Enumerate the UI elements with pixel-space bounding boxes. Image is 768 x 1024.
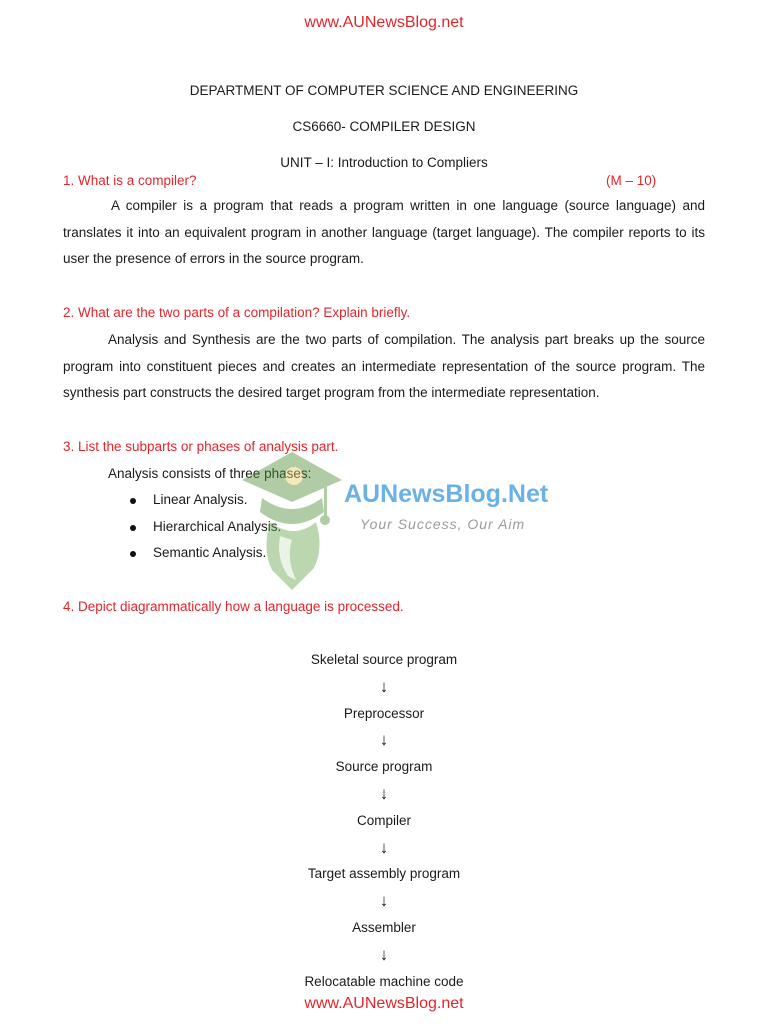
answer-2: Analysis and Synthesis are the two parts of compilation. The analysis part breaks up the source program into constituent pieces and creates an intermediate representation of the source program. The synthesis part constructs the desired target program from the intermediate representation. (63, 332, 705, 400)
down-arrow-icon: ↓ (379, 730, 389, 750)
question-1-marks: (M – 10) (606, 173, 657, 188)
flow-step: Relocatable machine code (304, 973, 464, 989)
question-2: 2. What are the two parts of a compilation? Explain briefly. (63, 305, 411, 320)
watermark (232, 440, 592, 600)
flow-step: Compiler (356, 812, 411, 828)
down-arrow-icon: ↓ (379, 783, 389, 803)
flow-step: Preprocessor (343, 705, 425, 721)
header-site-link[interactable]: www.AUNewsBlog.net (304, 14, 464, 31)
down-arrow-icon: ↓ (379, 837, 389, 857)
down-arrow-icon: ↓ (379, 891, 389, 911)
flow-step: Source program (335, 759, 433, 775)
question-4: 4. Depict diagrammatically how a language is processed. (63, 599, 404, 614)
unit-heading: UNIT – I: Introduction to Compliers (280, 155, 488, 170)
watermark-title: AUNewsBlog.Net (344, 480, 549, 508)
footer-site-link[interactable]: www.AUNewsBlog.net (304, 995, 464, 1012)
down-arrow-icon: ↓ (379, 676, 389, 696)
department-heading: DEPARTMENT OF COMPUTER SCIENCE AND ENGINEERING (189, 83, 579, 98)
list-item: Semantic Analysis. (130, 540, 281, 567)
analysis-intro: Analysis consists of three phases: (108, 466, 312, 481)
question-3: 3. List the subparts or phases of analysis part. (63, 439, 339, 454)
watermark-tagline: Your Success, Our Aim (360, 516, 526, 532)
flow-step: Target assembly program (307, 866, 461, 882)
list-item: Linear Analysis. (130, 487, 281, 514)
question-1: 1. What is a compiler? (63, 173, 197, 188)
flow-step: Skeletal source program (310, 652, 458, 667)
course-heading: CS6660- COMPILER DESIGN (292, 119, 476, 134)
analysis-phase-list (130, 487, 281, 567)
flow-step: Assembler (352, 919, 416, 935)
down-arrow-icon: ↓ (379, 944, 389, 964)
language-processing-flow (0, 647, 768, 995)
list-item: Hierarchical Analysis. (130, 514, 281, 541)
answer-1: A compiler is a program that reads a program written in one language (source language) and translates it into an equivalent program in another language (target language). The compiler reports to its user the presence of errors in the source program. (63, 198, 705, 266)
